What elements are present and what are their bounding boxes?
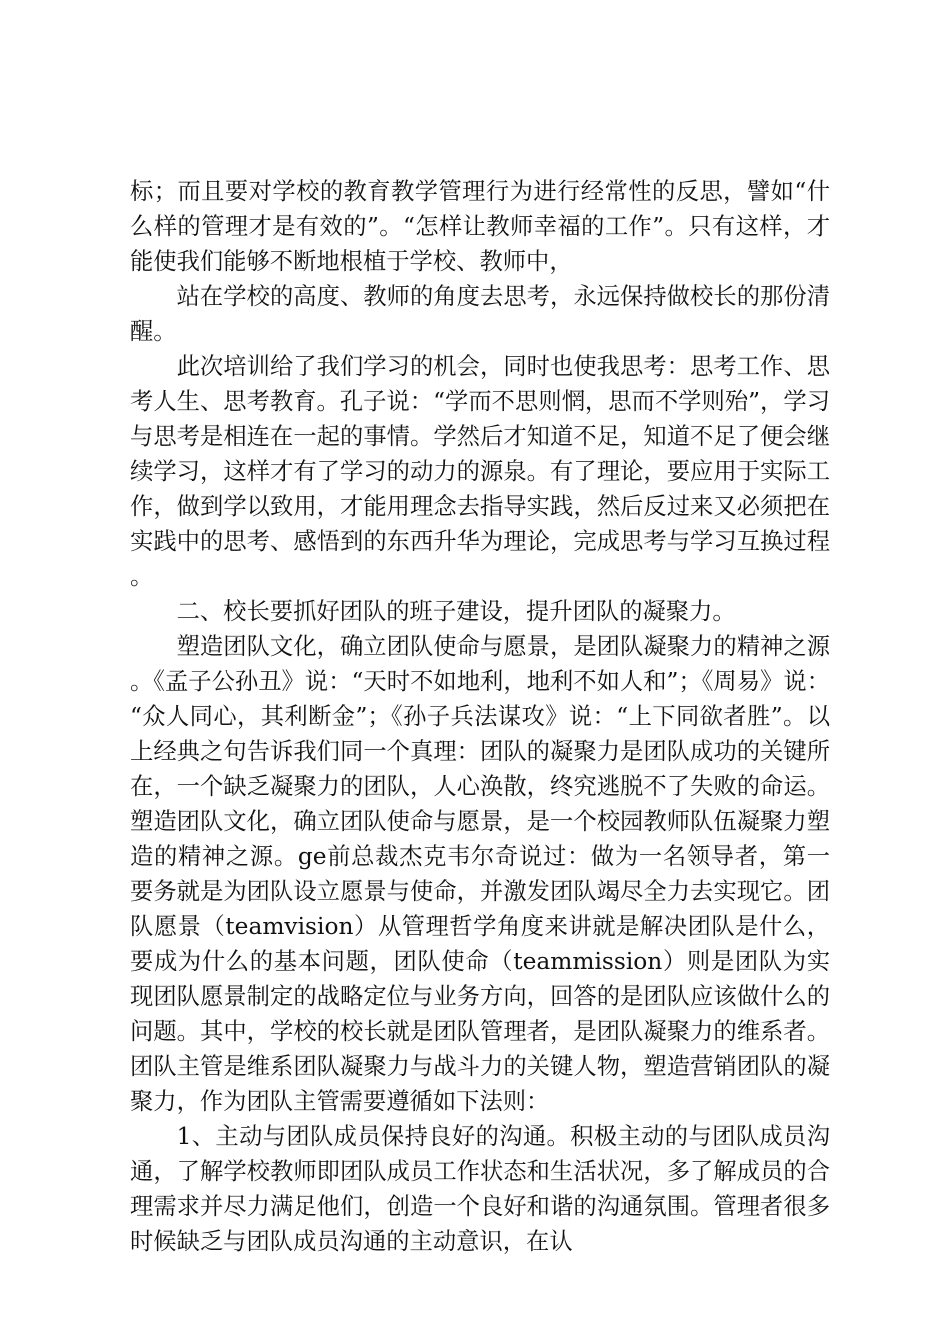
section-heading-2: 二、校长要抓好团队的班子建设，提升团队的凝聚力。: [176, 598, 736, 625]
paragraph-2: 站在学校的高度、教师的角度去思考，永远保持做校长的那份清醒。: [130, 283, 830, 345]
document-page: [130, 174, 830, 1259]
paragraph-4: 塑造团队文化，确立团队使命与愿景，是团队凝聚力的精神之源。《孟子公孙丑》说：“天时不如地利，地利不如人和”；《周易》说：“众人同心，其利断金”；《孙子兵法谋攻》说：“上下同欲者胜”。以上经典之句告诉我们同一个真理：团队的凝聚力是团队成功的关键所在，一个缺乏凝聚力的团队，人心涣散，终究逃脱不了失败的命运。塑造团队文化，确立团队使命与愿景，是一个校园教师队伍凝聚力塑造的精神之源。ge前总裁杰克韦尔奇说过：做为一名领导者，第一要务就是为团队设立愿景与使命，并激发团队竭尽全力去实现它。团队愿景（teamvision）从管理哲学角度来讲就是解决团队是什么，要成为什么的基本问题，团队使命（teammission）则是团队为实现团队愿景制定的战略定位与业务方向，回答的是团队应该做什么的问题。其中，学校的校长就是团队管理者，是团队凝聚力的维系者。团队主管是维系团队凝聚力与战斗力的关键人物，塑造营销团队的凝聚力，作为团队主管需要遵循如下法则：: [130, 633, 830, 1115]
paragraph-1: 标；而且要对学校的教育教学管理行为进行经常性的反思，譬如“什么样的管理才是有效的”。“怎样让教师幸福的工作”。只有这样，才能使我们能够不断地根植于学校、教师中，: [130, 178, 830, 275]
paragraph-3: 此次培训给了我们学习的机会，同时也使我思考：思考工作、思考人生、思考教育。孔子说：“学而不思则惘，思而不学则殆”，学习与思考是相连在一起的事情。学然后才知道不足，知道不足了便会继续学习，这样才有了学习的动力的源泉。有了理论，要应用于实际工作，做到学以致用，才能用理念去指导实践，然后反过来又必须把在实践中的思考、感悟到的东西升华为理论，完成思考与学习互换过程。: [130, 353, 830, 590]
paragraph-5: 1、主动与团队成员保持良好的沟通。积极主动的与团队成员沟通，了解学校教师即团队成员工作状态和生活状况，多了解成员的合理需求并尽力满足他们，创造一个良好和谐的沟通氛围。管理者很多时候缺乏与团队成员沟通的主动意识，在认: [130, 1123, 830, 1255]
